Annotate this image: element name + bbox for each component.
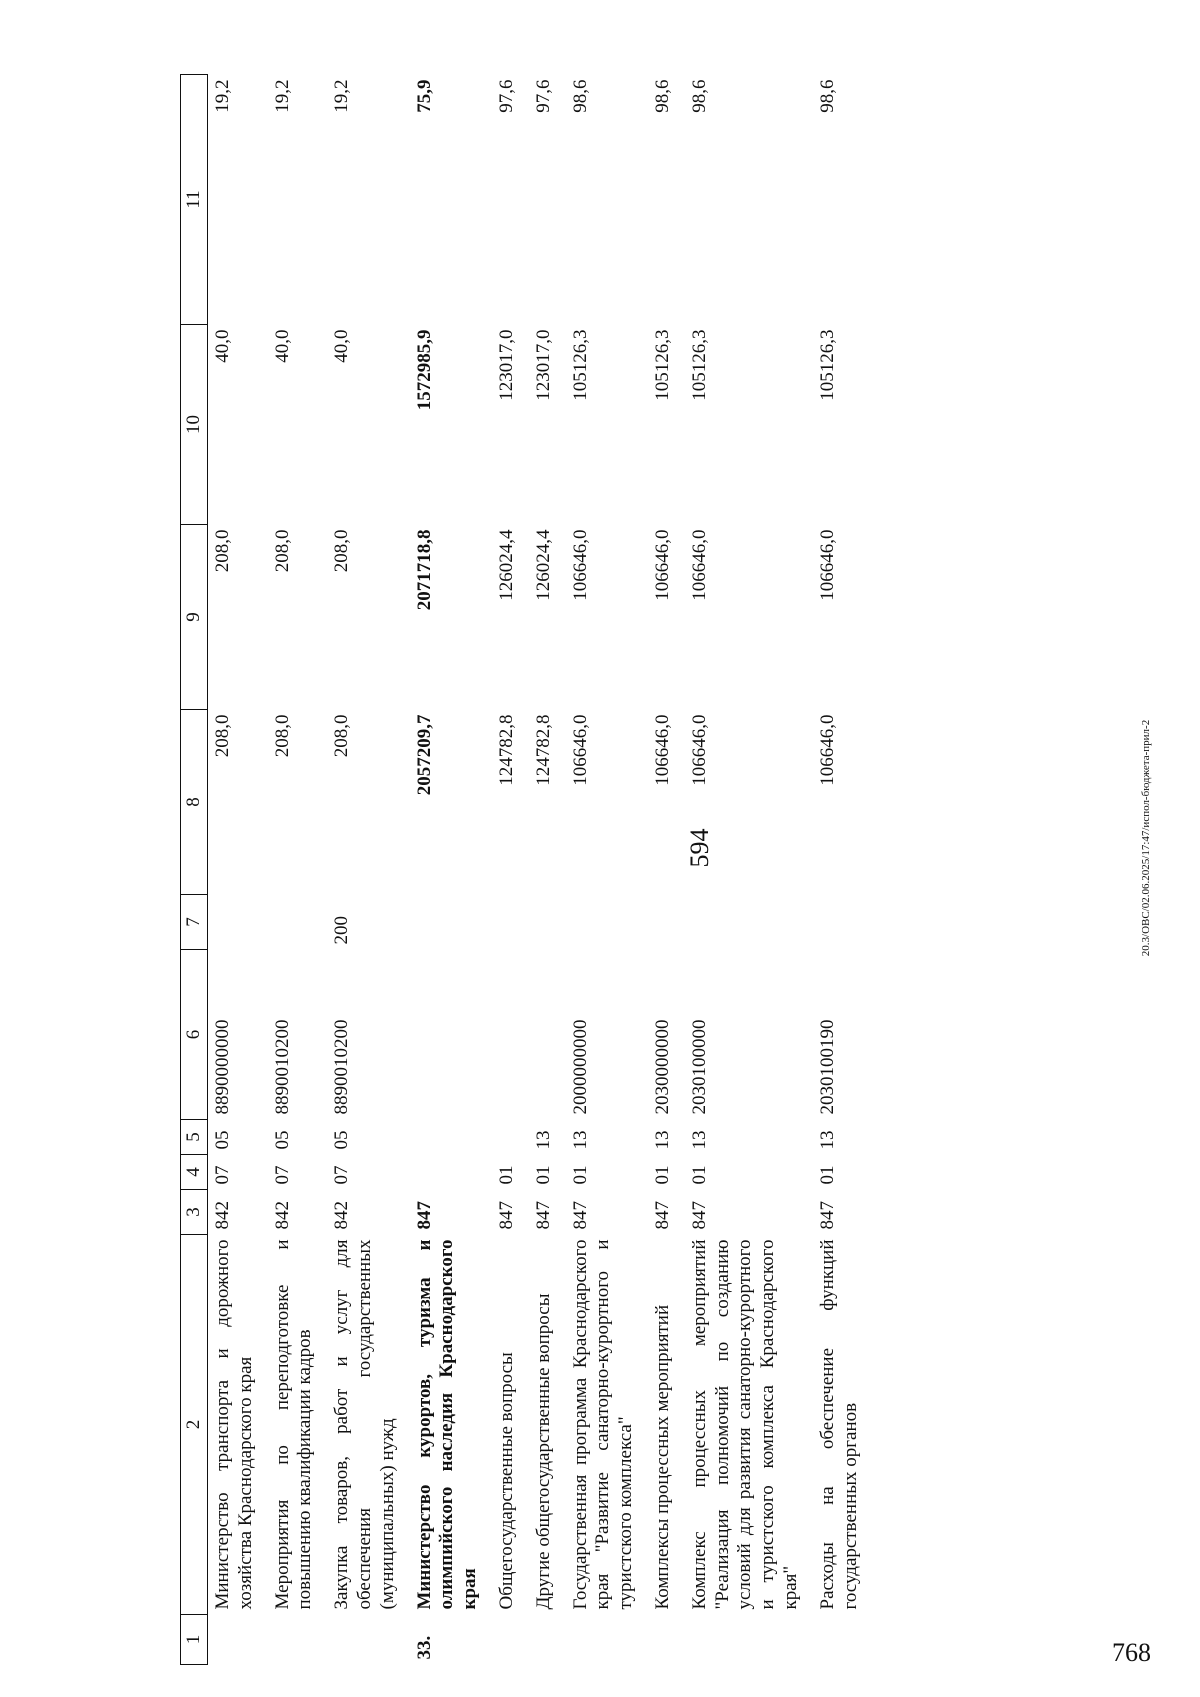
row-number-cell — [566, 1615, 648, 1665]
approved-amount-cell: 106646,0 — [688, 714, 710, 786]
column-header: 5 — [181, 1120, 208, 1155]
execution-percent-cell: 97,6 — [495, 79, 517, 113]
table-row — [685, 75, 813, 1665]
subsection-code-cell — [410, 1120, 492, 1155]
table-row — [566, 75, 648, 1665]
expense-type-code-cell — [268, 895, 328, 950]
approved-amount-cell: 106646,0 — [569, 714, 591, 786]
section-code-cell: 07 — [212, 1165, 233, 1185]
row-number-cell: 33. — [413, 1635, 435, 1660]
executed-amount-cell: 105126,3 — [688, 329, 710, 401]
target-article-code-cell: 8890010200 — [271, 1019, 293, 1115]
ministry-code-cell: 842 — [331, 1201, 353, 1230]
ministry-code-cell: 847 — [532, 1201, 554, 1230]
refined-amount-cell: 2071718,8 — [413, 529, 435, 611]
target-article-code-cell: 2030100000 — [688, 1019, 710, 1115]
section-code-cell — [410, 1155, 492, 1190]
section-code-cell: 07 — [331, 1165, 353, 1185]
table-row — [492, 75, 529, 1665]
execution-percent-cell: 19,2 — [212, 79, 233, 113]
target-article-code-cell: 2030100190 — [816, 1019, 838, 1115]
column-header: 3 — [181, 1190, 208, 1235]
executed-amount-cell: 123017,0 — [532, 329, 554, 401]
refined-amount-cell: 106646,0 — [569, 529, 591, 601]
column-header: 6 — [181, 950, 208, 1120]
target-article-code-cell — [410, 950, 492, 1120]
subsection-code-cell: 13 — [569, 1130, 591, 1150]
execution-percent-cell: 98,6 — [569, 79, 591, 113]
table-body — [208, 75, 873, 1665]
column-header: 1 — [181, 1615, 208, 1665]
table-header-row — [181, 75, 208, 1665]
expense-name-cell: Другие общегосударственные вопросы — [532, 1293, 554, 1610]
section-code-cell: 01 — [532, 1165, 554, 1185]
expense-type-code-cell — [529, 895, 566, 950]
refined-amount-cell: 126024,4 — [532, 529, 554, 601]
subsection-code-cell: 13 — [532, 1130, 554, 1150]
subsection-code-cell: 05 — [271, 1130, 293, 1150]
target-article-code-cell: 2030000000 — [651, 1019, 673, 1115]
expense-name-cell: Комплексы процессных мероприятий — [651, 1304, 673, 1610]
expense-type-code-cell — [566, 895, 648, 950]
expense-name-cell: Комплекс процессных мероприятий "Реализация полномочий по созданию условий для развития санаторно-курортного и туристского комплекса Краснодарского края" — [688, 1239, 801, 1610]
table-row — [327, 75, 409, 1665]
expense-type-code-cell — [208, 895, 268, 950]
executed-amount-cell: 40,0 — [212, 329, 233, 363]
section-code-cell: 07 — [271, 1165, 293, 1185]
target-article-code-cell: 8890000000 — [212, 1019, 233, 1115]
column-header: 11 — [181, 75, 208, 325]
approved-amount-cell: 124782,8 — [495, 714, 517, 786]
row-number-cell — [813, 1615, 873, 1665]
ministry-code-cell: 847 — [651, 1201, 673, 1230]
subsection-code-cell — [492, 1120, 529, 1155]
subsection-code-cell: 05 — [212, 1130, 233, 1150]
row-number-cell — [648, 1615, 685, 1665]
document-footer-code: 20.3/ОВС/02.06.2025/17:47/испол-бюджета-прил-2 — [1140, 719, 1152, 957]
executed-amount-cell: 40,0 — [271, 329, 293, 363]
table-row — [648, 75, 685, 1665]
execution-percent-cell: 98,6 — [688, 79, 710, 113]
approved-amount-cell: 106646,0 — [651, 714, 673, 786]
executed-amount-cell: 123017,0 — [495, 329, 517, 401]
ministry-code-cell: 842 — [271, 1201, 293, 1230]
expense-type-code-cell — [648, 895, 685, 950]
subsection-code-cell: 13 — [688, 1130, 710, 1150]
executed-amount-cell: 1572985,9 — [413, 329, 435, 411]
expense-name-cell: Общегосударственные вопросы — [495, 1352, 517, 1610]
budget-table-container — [180, 75, 1065, 1665]
section-code-cell: 01 — [651, 1165, 673, 1185]
target-article-code-cell: 8890010200 — [331, 1019, 353, 1115]
refined-amount-cell: 106646,0 — [688, 529, 710, 601]
execution-percent-cell: 98,6 — [816, 79, 838, 113]
column-header: 9 — [181, 525, 208, 710]
executed-amount-cell: 105126,3 — [816, 329, 838, 401]
execution-percent-cell: 19,2 — [331, 79, 353, 113]
refined-amount-cell: 208,0 — [331, 529, 353, 573]
refined-amount-cell: 208,0 — [271, 529, 293, 573]
subsection-code-cell: 13 — [816, 1130, 838, 1150]
target-article-code-cell: 2000000000 — [569, 1019, 591, 1115]
table-row — [529, 75, 566, 1665]
subsection-code-cell: 13 — [651, 1130, 673, 1150]
row-number-cell — [327, 1615, 409, 1665]
refined-amount-cell: 126024,4 — [495, 529, 517, 601]
executed-amount-cell: 40,0 — [331, 329, 353, 363]
budget-table — [180, 74, 872, 1665]
column-header: 2 — [181, 1235, 208, 1615]
section-code-cell: 01 — [495, 1165, 517, 1185]
execution-percent-cell: 98,6 — [651, 79, 673, 113]
ministry-code-cell: 847 — [816, 1201, 838, 1230]
table-row — [410, 75, 492, 1665]
row-number-cell — [685, 1615, 813, 1665]
execution-percent-cell: 75,9 — [413, 79, 435, 113]
expense-type-code-cell — [813, 895, 873, 950]
column-header: 8 — [181, 710, 208, 895]
expense-name-cell: Министерство транспорта и дорожного хозяйства Краснодарского края — [212, 1239, 256, 1610]
column-header: 10 — [181, 325, 208, 525]
execution-percent-cell: 97,6 — [532, 79, 554, 113]
expense-name-cell: Мероприятия по переподготовке и повышению квалификации кадров — [271, 1239, 316, 1610]
expense-type-code-cell — [492, 895, 529, 950]
expense-name-cell: Закупка товаров, работ и услуг для обеспечения государственных (муниципальных) нужд — [331, 1239, 398, 1610]
expense-name-cell: Министерство курортов, туризма и олимпийского наследия Краснодарского края — [413, 1239, 481, 1610]
ministry-code-cell: 847 — [495, 1201, 517, 1230]
approved-amount-cell: 124782,8 — [532, 714, 554, 786]
approved-amount-cell: 208,0 — [331, 714, 353, 758]
ministry-code-cell: 847 — [413, 1201, 435, 1230]
subsection-code-cell: 05 — [331, 1130, 353, 1150]
target-article-code-cell — [492, 950, 529, 1120]
refined-amount-cell: 208,0 — [212, 529, 233, 573]
table-row — [813, 75, 873, 1665]
refined-amount-cell: 106646,0 — [816, 529, 838, 601]
sheet-number: 768 — [1112, 1638, 1151, 1667]
column-header: 4 — [181, 1155, 208, 1190]
section-code-cell: 01 — [816, 1165, 838, 1185]
ministry-code-cell: 847 — [688, 1201, 710, 1230]
row-number-cell — [268, 1615, 328, 1665]
page-number: 594 — [685, 828, 714, 868]
execution-percent-cell: 19,2 — [271, 79, 293, 113]
row-number-cell — [529, 1615, 566, 1665]
table-row — [268, 75, 328, 1665]
table-row — [208, 75, 268, 1665]
expense-name-cell: Государственная программа Краснодарского края "Развитие санаторно-курортного и туристского комплекса" — [569, 1239, 637, 1610]
row-number-cell — [208, 1615, 268, 1665]
expense-name-cell: Расходы на обеспечение функций государственных органов — [816, 1239, 861, 1610]
expense-type-code-cell — [685, 895, 813, 950]
ministry-code-cell: 847 — [569, 1201, 591, 1230]
approved-amount-cell: 106646,0 — [816, 714, 838, 786]
column-header: 7 — [181, 895, 208, 950]
expense-type-code-cell — [410, 895, 492, 950]
section-code-cell: 01 — [569, 1165, 591, 1185]
expense-type-code-cell: 200 — [331, 916, 353, 945]
executed-amount-cell: 105126,3 — [569, 329, 591, 401]
section-code-cell: 01 — [688, 1165, 710, 1185]
ministry-code-cell: 842 — [212, 1201, 233, 1230]
approved-amount-cell: 208,0 — [212, 714, 233, 758]
target-article-code-cell — [529, 950, 566, 1120]
row-number-cell — [492, 1615, 529, 1665]
refined-amount-cell: 106646,0 — [651, 529, 673, 601]
approved-amount-cell: 2057209,7 — [413, 714, 435, 796]
approved-amount-cell: 208,0 — [271, 714, 293, 758]
executed-amount-cell: 105126,3 — [651, 329, 673, 401]
